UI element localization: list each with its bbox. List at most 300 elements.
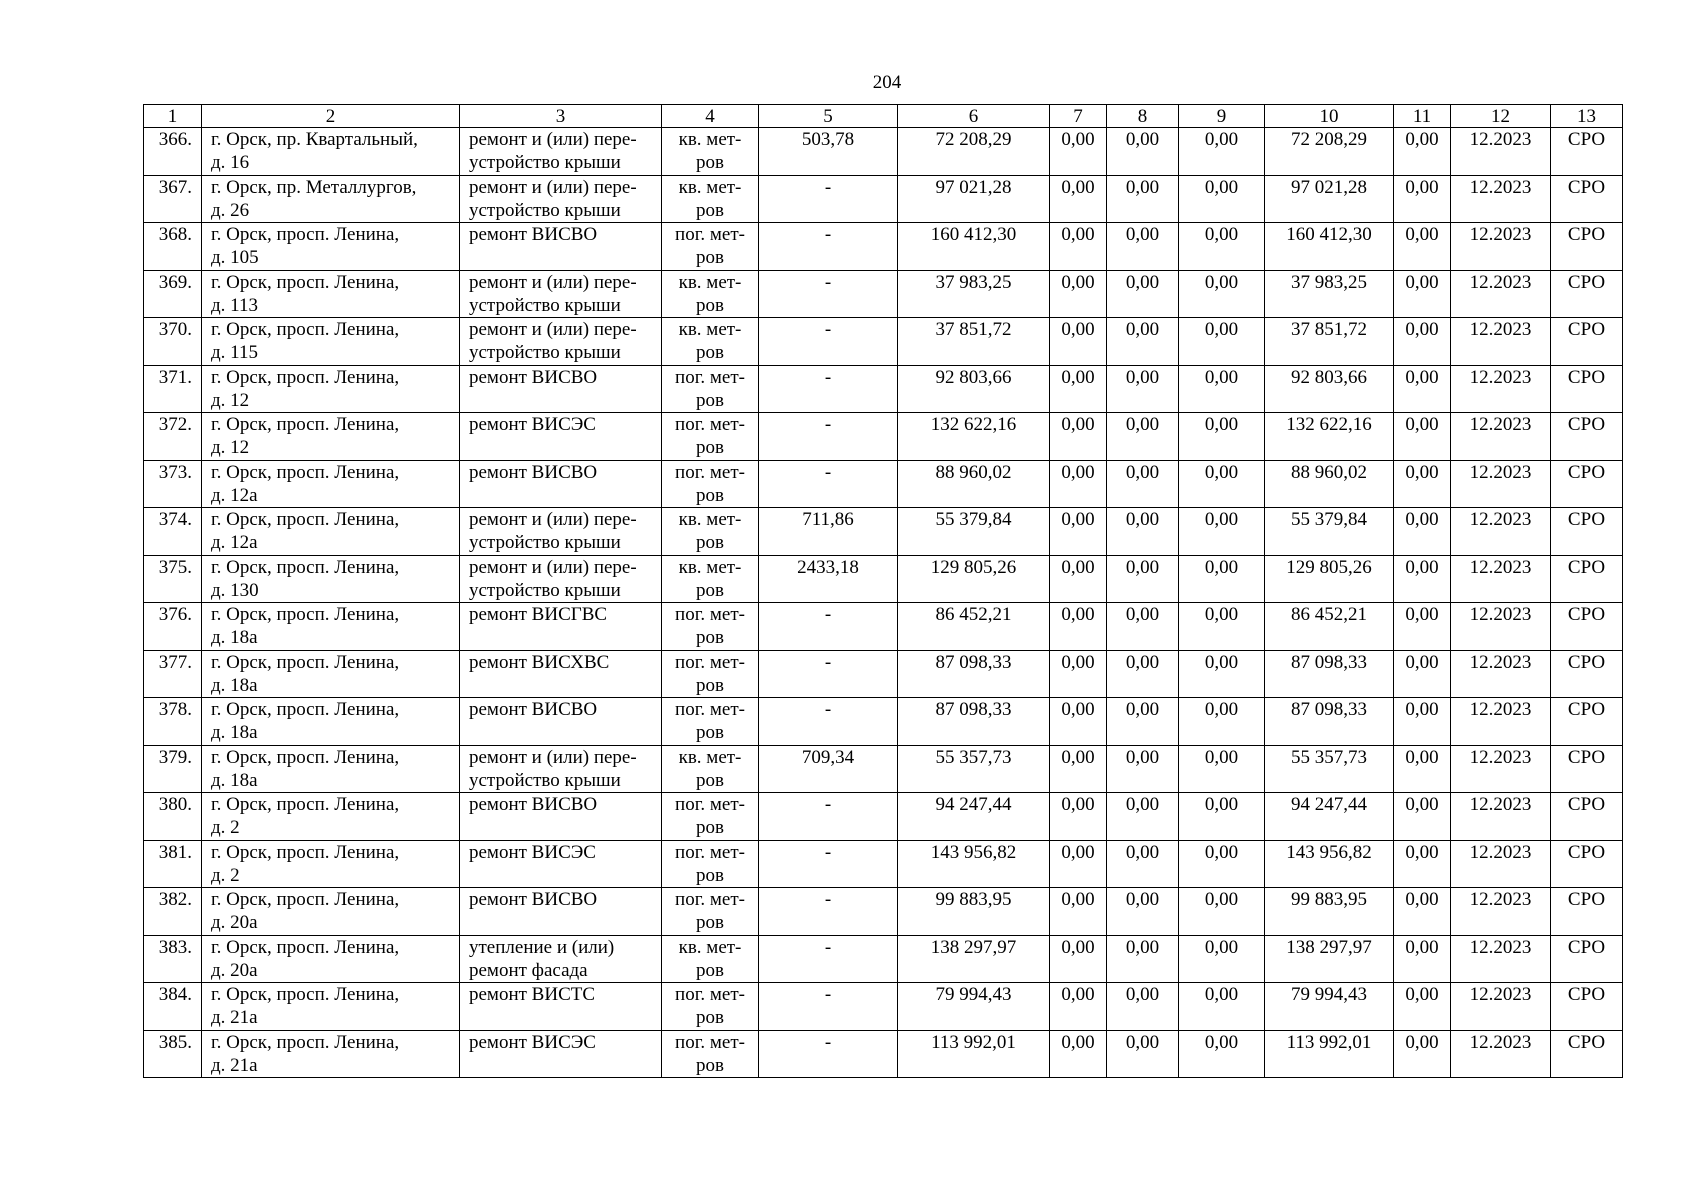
area-value-cell bbox=[759, 935, 898, 983]
col10-value: 97 021,28 bbox=[1291, 176, 1367, 198]
col11-value-cell bbox=[1394, 1030, 1451, 1078]
funding-source: СРО bbox=[1567, 129, 1606, 150]
completion-date: 12.2023 bbox=[1469, 889, 1532, 910]
col11-value: 0,00 bbox=[1405, 889, 1439, 910]
unit: ров bbox=[696, 199, 724, 221]
unit: ров bbox=[696, 247, 724, 268]
unit: ров bbox=[696, 959, 724, 981]
area-value-cell bbox=[759, 413, 898, 461]
table-row bbox=[144, 745, 1623, 793]
area-value-cell bbox=[759, 318, 898, 366]
col9-value-cell bbox=[1179, 888, 1265, 936]
col9-value-cell bbox=[1179, 413, 1265, 461]
funding-source-cell bbox=[1551, 413, 1623, 461]
funding-source: СРО bbox=[1567, 604, 1606, 625]
unit: ров bbox=[696, 579, 724, 601]
col11-value: 0,00 bbox=[1405, 271, 1439, 293]
total-cost: 79 994,43 bbox=[935, 984, 1012, 1005]
col9-value-cell bbox=[1179, 508, 1265, 556]
unit: пог. мет- bbox=[675, 224, 745, 245]
completion-date: 12.2023 bbox=[1469, 271, 1532, 293]
completion-date-cell bbox=[1451, 555, 1551, 603]
address-cell bbox=[202, 413, 460, 461]
completion-date: 12.2023 bbox=[1469, 129, 1532, 150]
col7-value-cell bbox=[1050, 935, 1107, 983]
col8-value: 0,00 bbox=[1125, 889, 1160, 910]
completion-date: 12.2023 bbox=[1469, 366, 1532, 388]
area-value-cell bbox=[759, 888, 898, 936]
col11-value-cell bbox=[1394, 508, 1451, 556]
column-header: 1 bbox=[144, 105, 202, 128]
col10-value-cell bbox=[1265, 460, 1394, 508]
area-value-cell bbox=[759, 840, 898, 888]
work-type: устройство крыши bbox=[469, 294, 621, 316]
col10-value: 55 357,73 bbox=[1291, 746, 1367, 768]
work-type-cell bbox=[460, 650, 662, 698]
work-type: ремонт ВИСВО bbox=[469, 461, 598, 483]
col9-value-cell bbox=[1179, 603, 1265, 651]
address: д. 18а bbox=[211, 627, 258, 648]
work-type: ремонт ВИСВО bbox=[469, 699, 598, 720]
col10-value: 143 956,82 bbox=[1286, 841, 1372, 863]
col11-value: 0,00 bbox=[1405, 319, 1439, 340]
col8-value: 0,00 bbox=[1125, 224, 1160, 245]
area-value-cell bbox=[759, 745, 898, 793]
col7-value-cell bbox=[1050, 508, 1107, 556]
area-value-cell bbox=[759, 793, 898, 841]
unit: ров bbox=[696, 484, 724, 506]
column-header: 13 bbox=[1551, 105, 1623, 128]
row-number: 366. bbox=[158, 129, 192, 150]
funding-source-cell bbox=[1551, 793, 1623, 841]
col7-value: 0,00 bbox=[1061, 461, 1095, 483]
address: д. 20а bbox=[211, 959, 258, 981]
column-header: 10 bbox=[1265, 105, 1394, 128]
area-value: - bbox=[824, 984, 832, 1005]
col11-value: 0,00 bbox=[1405, 841, 1439, 863]
col10-value-cell bbox=[1265, 270, 1394, 318]
col9-value: 0,00 bbox=[1204, 366, 1239, 388]
col8-value-cell bbox=[1107, 128, 1179, 176]
col10-value-cell bbox=[1265, 365, 1394, 413]
total-cost: 97 021,28 bbox=[935, 176, 1012, 198]
table-row bbox=[144, 128, 1623, 176]
col10-value-cell bbox=[1265, 793, 1394, 841]
work-type: ремонт фасада bbox=[469, 959, 588, 981]
area-value-cell bbox=[759, 508, 898, 556]
col9-value-cell bbox=[1179, 318, 1265, 366]
address-cell bbox=[202, 603, 460, 651]
unit: ров bbox=[696, 342, 724, 363]
work-type-cell bbox=[460, 128, 662, 176]
funding-source-cell bbox=[1551, 175, 1623, 223]
table-row bbox=[144, 460, 1623, 508]
funding-source: СРО bbox=[1567, 319, 1606, 340]
unit: пог. мет- bbox=[675, 889, 745, 910]
address: г. Орск, пр. Металлургов, bbox=[211, 176, 417, 198]
col11-value: 0,00 bbox=[1405, 461, 1439, 483]
address-cell bbox=[202, 270, 460, 318]
col10-value: 92 803,66 bbox=[1291, 366, 1367, 388]
col7-value-cell bbox=[1050, 840, 1107, 888]
col10-value-cell bbox=[1265, 698, 1394, 746]
col10-value-cell bbox=[1265, 603, 1394, 651]
row-number-cell bbox=[144, 318, 202, 366]
area-value-cell bbox=[759, 175, 898, 223]
table-row bbox=[144, 508, 1623, 556]
total-cost: 37 983,25 bbox=[935, 271, 1012, 293]
col10-value-cell bbox=[1265, 888, 1394, 936]
work-type: ремонт ВИСГВС bbox=[469, 604, 608, 625]
table-row bbox=[144, 603, 1623, 651]
unit: кв. мет- bbox=[678, 176, 742, 198]
col7-value: 0,00 bbox=[1061, 1031, 1095, 1053]
work-type: устройство крыши bbox=[469, 579, 621, 601]
work-type-cell bbox=[460, 175, 662, 223]
address: д. 18а bbox=[211, 674, 258, 696]
col7-value-cell bbox=[1050, 745, 1107, 793]
funding-source-cell bbox=[1551, 603, 1623, 651]
area-value-cell bbox=[759, 555, 898, 603]
funding-source-cell bbox=[1551, 270, 1623, 318]
unit: пог. мет- bbox=[675, 414, 745, 435]
work-type-cell bbox=[460, 793, 662, 841]
completion-date: 12.2023 bbox=[1469, 699, 1532, 720]
col10-value: 129 805,26 bbox=[1286, 556, 1372, 578]
funding-source-cell bbox=[1551, 223, 1623, 271]
col9-value: 0,00 bbox=[1204, 841, 1239, 863]
col10-value: 88 960,02 bbox=[1291, 461, 1367, 483]
funding-source-cell bbox=[1551, 888, 1623, 936]
col10-value: 138 297,97 bbox=[1286, 936, 1372, 958]
col8-value-cell bbox=[1107, 175, 1179, 223]
col8-value-cell bbox=[1107, 365, 1179, 413]
col11-value: 0,00 bbox=[1405, 129, 1439, 150]
col9-value: 0,00 bbox=[1204, 271, 1239, 293]
funding-source: СРО bbox=[1567, 984, 1606, 1005]
unit: кв. мет- bbox=[678, 746, 742, 768]
funding-source-cell bbox=[1551, 508, 1623, 556]
col11-value-cell bbox=[1394, 603, 1451, 651]
table-row bbox=[144, 935, 1623, 983]
row-number-cell bbox=[144, 745, 202, 793]
address: г. Орск, просп. Ленина, bbox=[211, 271, 400, 293]
unit-cell bbox=[662, 840, 759, 888]
table-row bbox=[144, 698, 1623, 746]
col7-value-cell bbox=[1050, 223, 1107, 271]
col7-value-cell bbox=[1050, 650, 1107, 698]
total-cost: 94 247,44 bbox=[935, 794, 1012, 815]
completion-date: 12.2023 bbox=[1469, 936, 1532, 958]
unit: ров bbox=[696, 152, 724, 173]
col10-value: 37 851,72 bbox=[1291, 319, 1367, 340]
work-type-cell bbox=[460, 745, 662, 793]
col7-value: 0,00 bbox=[1061, 509, 1095, 530]
funding-source: СРО bbox=[1567, 794, 1606, 815]
col7-value-cell bbox=[1050, 555, 1107, 603]
unit-cell bbox=[662, 793, 759, 841]
unit-cell bbox=[662, 603, 759, 651]
total-cost-cell bbox=[898, 508, 1050, 556]
col8-value: 0,00 bbox=[1125, 271, 1160, 293]
col8-value: 0,00 bbox=[1125, 841, 1160, 863]
total-cost-cell bbox=[898, 888, 1050, 936]
col11-value: 0,00 bbox=[1405, 984, 1439, 1005]
area-value-cell bbox=[759, 270, 898, 318]
col7-value: 0,00 bbox=[1061, 604, 1095, 625]
column-header: 5 bbox=[759, 105, 898, 128]
row-number: 367. bbox=[158, 176, 192, 198]
funding-source-cell bbox=[1551, 555, 1623, 603]
unit-cell bbox=[662, 128, 759, 176]
col7-value: 0,00 bbox=[1061, 841, 1095, 863]
unit: ров bbox=[696, 722, 724, 743]
completion-date: 12.2023 bbox=[1469, 176, 1532, 198]
funding-source: СРО bbox=[1567, 366, 1606, 388]
col9-value-cell bbox=[1179, 935, 1265, 983]
col8-value-cell bbox=[1107, 983, 1179, 1031]
col7-value: 0,00 bbox=[1061, 889, 1095, 910]
col7-value: 0,00 bbox=[1061, 794, 1095, 815]
table-row bbox=[144, 650, 1623, 698]
total-cost-cell bbox=[898, 128, 1050, 176]
col9-value-cell bbox=[1179, 270, 1265, 318]
col8-value-cell bbox=[1107, 935, 1179, 983]
unit: пог. мет- bbox=[675, 461, 745, 483]
total-cost-cell bbox=[898, 1030, 1050, 1078]
unit: кв. мет- bbox=[678, 271, 742, 293]
col8-value-cell bbox=[1107, 745, 1179, 793]
table-row bbox=[144, 270, 1623, 318]
unit: ров bbox=[696, 864, 724, 886]
unit-cell bbox=[662, 650, 759, 698]
col7-value-cell bbox=[1050, 983, 1107, 1031]
row-number: 384. bbox=[158, 984, 192, 1005]
unit: ров bbox=[696, 674, 724, 696]
row-number-cell bbox=[144, 1030, 202, 1078]
area-value: - bbox=[824, 176, 832, 198]
col10-value-cell bbox=[1265, 650, 1394, 698]
funding-source-cell bbox=[1551, 935, 1623, 983]
completion-date: 12.2023 bbox=[1469, 556, 1532, 578]
work-type-cell bbox=[460, 935, 662, 983]
unit: ров bbox=[696, 437, 724, 458]
col9-value-cell bbox=[1179, 175, 1265, 223]
funding-source-cell bbox=[1551, 745, 1623, 793]
funding-source: СРО bbox=[1567, 414, 1606, 435]
col9-value-cell bbox=[1179, 460, 1265, 508]
funding-source: СРО bbox=[1567, 746, 1606, 768]
completion-date: 12.2023 bbox=[1469, 319, 1532, 340]
total-cost-cell bbox=[898, 318, 1050, 366]
col7-value: 0,00 bbox=[1061, 224, 1095, 245]
work-type: ремонт ВИСЭС bbox=[469, 841, 596, 863]
col11-value: 0,00 bbox=[1405, 746, 1439, 768]
table-row bbox=[144, 983, 1623, 1031]
col9-value-cell bbox=[1179, 128, 1265, 176]
address-cell bbox=[202, 318, 460, 366]
col11-value: 0,00 bbox=[1405, 509, 1439, 530]
unit: пог. мет- bbox=[675, 841, 745, 863]
total-cost: 37 851,72 bbox=[935, 319, 1012, 340]
unit: ров bbox=[696, 627, 724, 648]
col11-value-cell bbox=[1394, 840, 1451, 888]
col11-value: 0,00 bbox=[1405, 604, 1439, 625]
col8-value: 0,00 bbox=[1125, 746, 1160, 768]
col9-value-cell bbox=[1179, 650, 1265, 698]
work-type: устройство крыши bbox=[469, 152, 621, 173]
completion-date-cell bbox=[1451, 270, 1551, 318]
work-type-cell bbox=[460, 603, 662, 651]
table-row bbox=[144, 1030, 1623, 1078]
completion-date-cell bbox=[1451, 460, 1551, 508]
unit: кв. мет- bbox=[678, 936, 742, 958]
col9-value: 0,00 bbox=[1204, 889, 1239, 910]
col9-value: 0,00 bbox=[1204, 604, 1239, 625]
page-number: 204 bbox=[872, 72, 902, 93]
unit-cell bbox=[662, 888, 759, 936]
row-number: 371. bbox=[158, 366, 192, 388]
row-number-cell bbox=[144, 508, 202, 556]
unit-cell bbox=[662, 935, 759, 983]
col7-value-cell bbox=[1050, 175, 1107, 223]
col9-value: 0,00 bbox=[1204, 746, 1239, 768]
unit-cell bbox=[662, 270, 759, 318]
completion-date: 12.2023 bbox=[1469, 841, 1532, 863]
completion-date: 12.2023 bbox=[1469, 414, 1532, 435]
completion-date: 12.2023 bbox=[1469, 984, 1532, 1005]
col11-value: 0,00 bbox=[1405, 414, 1439, 435]
address: г. Орск, просп. Ленина, bbox=[211, 604, 400, 625]
col8-value: 0,00 bbox=[1125, 936, 1160, 958]
col10-value: 55 379,84 bbox=[1291, 509, 1367, 530]
col8-value-cell bbox=[1107, 793, 1179, 841]
unit: кв. мет- bbox=[678, 556, 742, 578]
address: г. Орск, просп. Ленина, bbox=[211, 889, 400, 910]
row-number: 377. bbox=[158, 651, 192, 673]
row-number-cell bbox=[144, 983, 202, 1031]
col11-value-cell bbox=[1394, 223, 1451, 271]
col10-value: 113 992,01 bbox=[1286, 1031, 1372, 1053]
col10-value: 160 412,30 bbox=[1286, 224, 1372, 245]
col10-value: 86 452,21 bbox=[1291, 604, 1367, 625]
funding-source-cell bbox=[1551, 365, 1623, 413]
address-cell bbox=[202, 698, 460, 746]
row-number: 379. bbox=[158, 746, 192, 768]
col7-value: 0,00 bbox=[1061, 319, 1095, 340]
column-header: 7 bbox=[1050, 105, 1107, 128]
funding-source: СРО bbox=[1567, 271, 1606, 293]
funding-source: СРО bbox=[1567, 841, 1606, 863]
row-number: 370. bbox=[158, 319, 192, 340]
address: д. 12 bbox=[211, 389, 250, 411]
col11-value-cell bbox=[1394, 413, 1451, 461]
row-number-cell bbox=[144, 840, 202, 888]
work-type-cell bbox=[460, 1030, 662, 1078]
col9-value: 0,00 bbox=[1204, 556, 1239, 578]
address: г. Орск, просп. Ленина, bbox=[211, 984, 400, 1005]
address: г. Орск, просп. Ленина, bbox=[211, 509, 400, 530]
table-row bbox=[144, 793, 1623, 841]
col10-value-cell bbox=[1265, 1030, 1394, 1078]
col11-value-cell bbox=[1394, 745, 1451, 793]
completion-date-cell bbox=[1451, 223, 1551, 271]
address-cell bbox=[202, 745, 460, 793]
col7-value-cell bbox=[1050, 365, 1107, 413]
completion-date-cell bbox=[1451, 698, 1551, 746]
row-number: 368. bbox=[158, 224, 192, 245]
address: г. Орск, просп. Ленина, bbox=[211, 936, 400, 958]
col7-value: 0,00 bbox=[1061, 936, 1095, 958]
col8-value: 0,00 bbox=[1125, 176, 1160, 198]
row-number: 378. bbox=[158, 699, 192, 720]
completion-date-cell bbox=[1451, 603, 1551, 651]
area-value: 709,34 bbox=[801, 746, 855, 768]
col10-value-cell bbox=[1265, 508, 1394, 556]
total-cost: 113 992,01 bbox=[931, 1031, 1016, 1053]
row-number: 372. bbox=[158, 414, 192, 435]
total-cost: 55 357,73 bbox=[935, 746, 1012, 768]
total-cost: 138 297,97 bbox=[930, 936, 1017, 958]
work-type: устройство крыши bbox=[469, 532, 621, 553]
col9-value-cell bbox=[1179, 793, 1265, 841]
col10-value-cell bbox=[1265, 318, 1394, 366]
area-value: - bbox=[824, 699, 832, 720]
col7-value: 0,00 bbox=[1061, 271, 1095, 293]
work-type-cell bbox=[460, 888, 662, 936]
col8-value-cell bbox=[1107, 603, 1179, 651]
unit: пог. мет- bbox=[675, 984, 745, 1005]
area-value-cell bbox=[759, 603, 898, 651]
col8-value: 0,00 bbox=[1125, 699, 1160, 720]
unit: кв. мет- bbox=[678, 319, 742, 340]
address: д. 2 bbox=[211, 817, 240, 838]
address: г. Орск, просп. Ленина, bbox=[211, 461, 400, 483]
col8-value: 0,00 bbox=[1125, 461, 1160, 483]
completion-date-cell bbox=[1451, 793, 1551, 841]
address: д. 21а bbox=[211, 1054, 258, 1076]
work-type: ремонт ВИСВО bbox=[469, 794, 598, 815]
col9-value: 0,00 bbox=[1204, 176, 1239, 198]
total-cost-cell bbox=[898, 840, 1050, 888]
column-header: 11 bbox=[1394, 105, 1451, 128]
work-type: ремонт ВИСТС bbox=[469, 984, 596, 1005]
total-cost: 92 803,66 bbox=[935, 366, 1012, 388]
col11-value-cell bbox=[1394, 793, 1451, 841]
funding-source-cell bbox=[1551, 698, 1623, 746]
col7-value: 0,00 bbox=[1061, 651, 1095, 673]
address: д. 16 bbox=[211, 152, 250, 173]
total-cost: 99 883,95 bbox=[935, 889, 1012, 910]
completion-date-cell bbox=[1451, 650, 1551, 698]
col11-value-cell bbox=[1394, 650, 1451, 698]
col8-value-cell bbox=[1107, 650, 1179, 698]
completion-date: 12.2023 bbox=[1469, 794, 1532, 815]
unit: пог. мет- bbox=[675, 1031, 745, 1053]
row-number-cell bbox=[144, 603, 202, 651]
funding-source: СРО bbox=[1567, 651, 1606, 673]
col7-value: 0,00 bbox=[1061, 699, 1095, 720]
completion-date: 12.2023 bbox=[1469, 651, 1532, 673]
row-number: 375. bbox=[158, 556, 192, 578]
work-type-cell bbox=[460, 270, 662, 318]
area-value-cell bbox=[759, 1030, 898, 1078]
total-cost-cell bbox=[898, 175, 1050, 223]
funding-source-cell bbox=[1551, 983, 1623, 1031]
unit-cell bbox=[662, 745, 759, 793]
col9-value-cell bbox=[1179, 983, 1265, 1031]
work-type-cell bbox=[460, 508, 662, 556]
